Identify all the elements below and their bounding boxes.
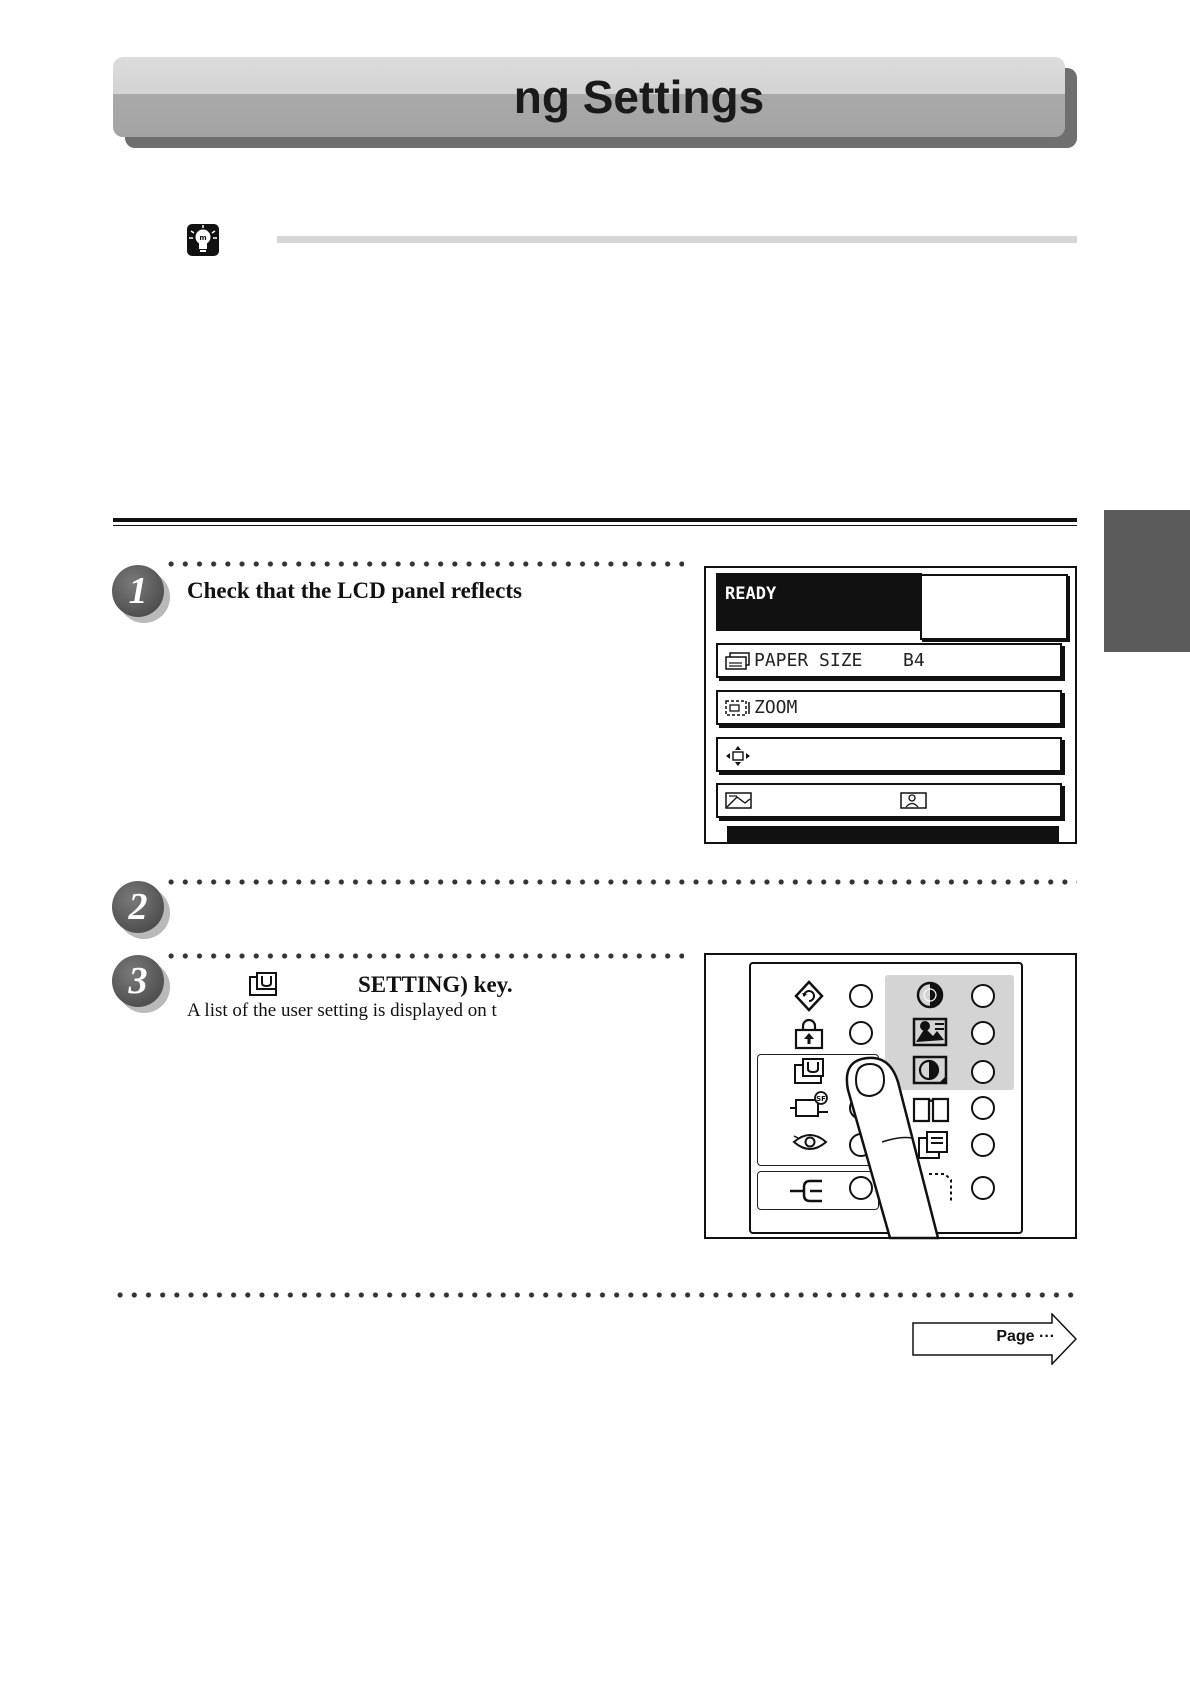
- step-badge-2: 2: [112, 881, 164, 933]
- lock-icon: [793, 1018, 825, 1050]
- step-badge-1: 1: [112, 565, 164, 617]
- step-badge-3: 3: [112, 955, 164, 1007]
- contrast-icon: [915, 980, 945, 1010]
- step-3-subtext: A list of the user setting is displayed on t: [187, 1000, 497, 1021]
- lcd-status-text: READY: [725, 584, 777, 604]
- sort-stack-icon: [788, 1090, 830, 1122]
- panel-key-edge-erase[interactable]: [971, 1176, 995, 1200]
- eye-icon: [792, 1130, 828, 1154]
- pressing-finger-illustration: [840, 1050, 970, 1240]
- job-separator-icon: [788, 1176, 828, 1206]
- lcd-row-margin-shift: [716, 737, 1062, 772]
- step-1-text: Check that the LCD panel reflects: [187, 578, 522, 603]
- lcd-bottom-bar: [727, 826, 1059, 844]
- dotted-separator: [164, 879, 1077, 885]
- panel-key-multi-page[interactable]: [971, 1133, 995, 1157]
- panel-key-rotate[interactable]: [849, 984, 873, 1008]
- panel-key-contrast[interactable]: [971, 984, 995, 1008]
- margin-shift-icon: [725, 745, 751, 767]
- panel-key-book-copy[interactable]: [971, 1096, 995, 1120]
- panel-key-photo-text[interactable]: [971, 1021, 995, 1045]
- dotted-separator: [164, 953, 684, 959]
- svg-text:m: m: [199, 234, 207, 242]
- lcd-display-window: [920, 574, 1068, 640]
- photo-mode-icon: [900, 791, 928, 811]
- section-rule-thin: [113, 525, 1077, 526]
- page-reference[interactable]: Page ···: [996, 1328, 1055, 1345]
- exposure-icon: [725, 791, 753, 811]
- step-3-text: SETTING) key.: [358, 972, 513, 997]
- dotted-separator: [164, 561, 684, 567]
- lcd-paper-size-value: B4: [903, 650, 925, 671]
- lightbulb-icon: [186, 223, 220, 257]
- page-title: ng Settings: [513, 71, 765, 123]
- photo-text-icon: [911, 1016, 949, 1048]
- dotted-separator: [113, 1292, 1077, 1298]
- lcd-row-paper-size: [716, 643, 1062, 678]
- user-setting-icon: [793, 1057, 827, 1085]
- section-rule: [113, 518, 1077, 522]
- paper-tray-icon: [725, 651, 751, 671]
- svg-text:SF: SF: [816, 1095, 826, 1103]
- user-setting-key-icon: [248, 971, 280, 997]
- tip-divider: [277, 236, 1077, 243]
- lcd-zoom-label: ZOOM: [754, 697, 798, 718]
- rotate-copy-icon: [793, 980, 825, 1012]
- panel-key-density[interactable]: [971, 1060, 995, 1084]
- lcd-row-zoom: [716, 690, 1062, 725]
- lcd-row-exposure: [716, 783, 1062, 818]
- chapter-tab: [1104, 510, 1190, 652]
- lcd-paper-size-label: PAPER SIZE: [754, 650, 863, 671]
- panel-key-lock[interactable]: [849, 1021, 873, 1045]
- zoom-icon: [725, 698, 753, 718]
- lcd-status-bar: [716, 573, 922, 631]
